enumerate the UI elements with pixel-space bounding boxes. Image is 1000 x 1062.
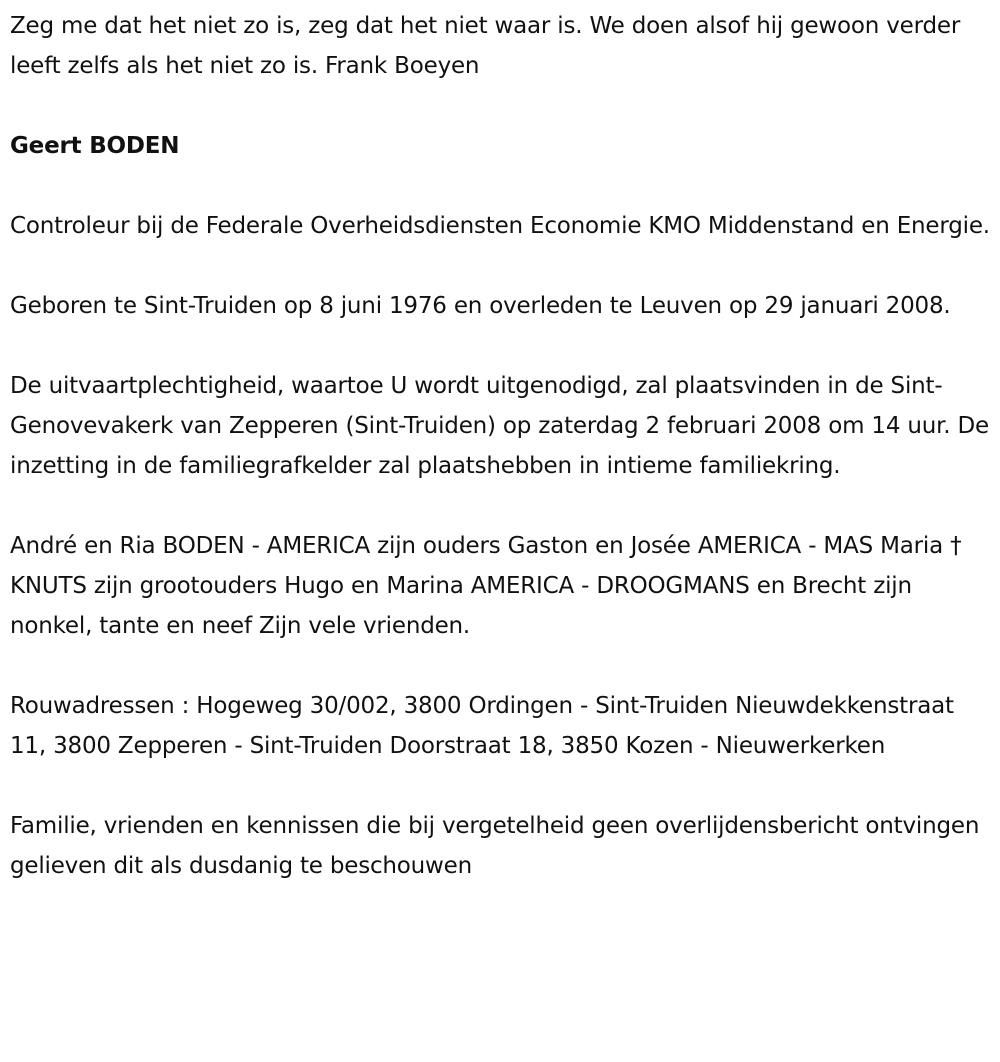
opening-quote: Zeg me dat het niet zo is, zeg dat het niet waar is. We doen alsof hij gewoon verder leeft zelfs als het niet zo is. Frank Boeyen (10, 13, 961, 79)
occupation: Controleur bij de Federale Overheidsdiensten Economie KMO Middenstand en Energie. (10, 213, 990, 239)
deceased-name: Geert BODEN (10, 133, 180, 159)
family-members: André en Ria BODEN - AMERICA zijn ouders Gaston en Josée AMERICA - MAS Maria † KNUTS zijn grootouders Hugo en Marina AMERICA - DROOGMANS en Brecht zijn nonkel, tante en neef Zijn vele vrienden. (10, 533, 962, 639)
funeral-info: De uitvaartplechtigheid, waartoe U wordt uitgenodigd, zal plaatsvinden in de Sint-Genovevakerk van Zepperen (Sint-Truiden) op zaterdag 2 februari 2008 om 14 uur. De inzetting in de familiegrafkelder zal plaatshebben in intieme familiekring. (10, 373, 989, 479)
condolence-addresses: Rouwadressen : Hogeweg 30/002, 3800 Ordingen - Sint-Truiden Nieuwdekkenstraat 11, 3800 Zepperen - Sint-Truiden Doorstraat 18, 3850 Kozen - Nieuwerkerken (10, 693, 954, 759)
birth-death-info: Geboren te Sint-Truiden op 8 juni 1976 en overleden te Leuven op 29 januari 2008. (10, 293, 951, 319)
closing-notice: Familie, vrienden en kennissen die bij vergetelheid geen overlijdensbericht ontvingen gelieven dit als dusdanig te beschouwen (10, 813, 980, 879)
